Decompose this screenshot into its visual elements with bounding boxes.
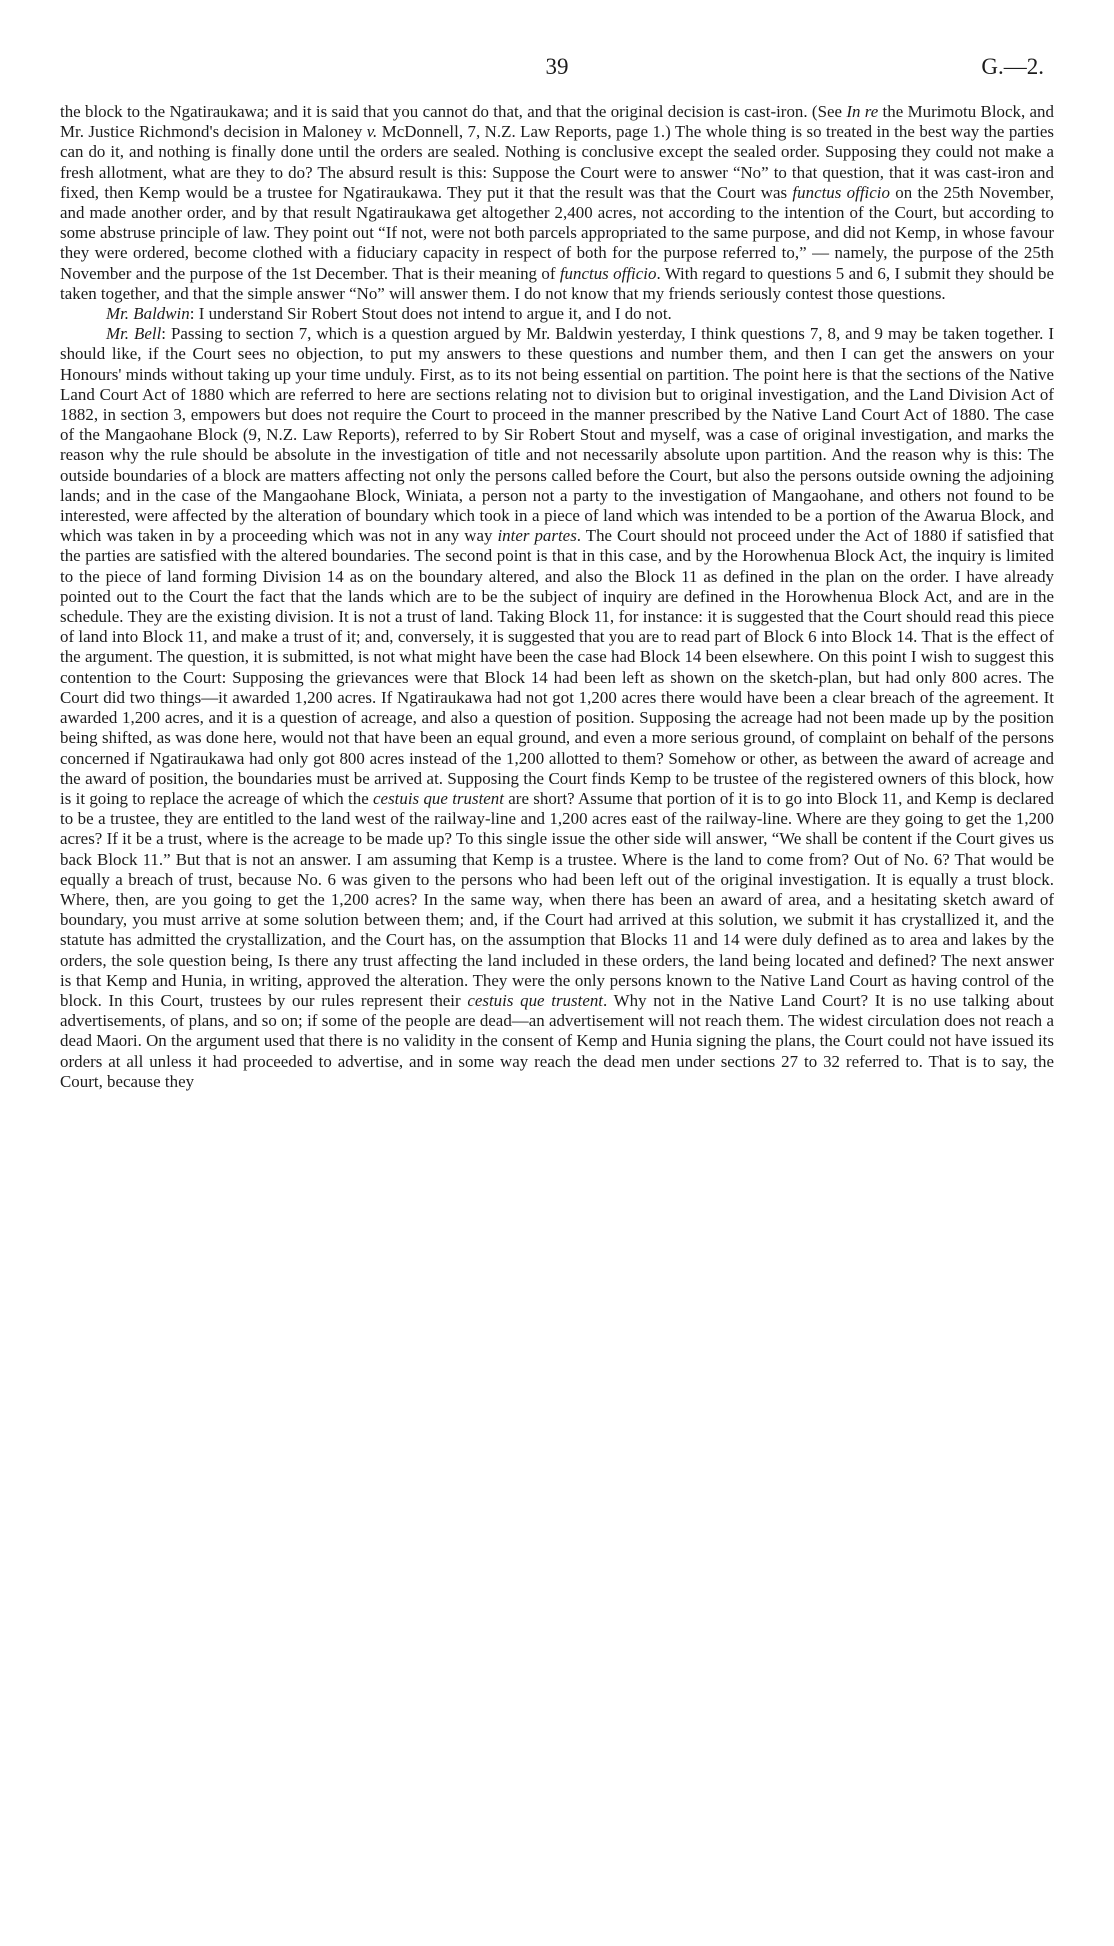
italic-text-run: cestuis que trustent (373, 788, 504, 808)
italic-text-run: v. (366, 122, 378, 142)
page-number: 39 (545, 54, 569, 79)
italic-text-run: functus officio (792, 182, 890, 202)
italic-text-run: inter partes (497, 526, 577, 546)
italic-text-run: cestuis que trustent (467, 990, 604, 1010)
italic-text-run: functus officio (559, 263, 657, 283)
italic-text-run: In re (846, 102, 879, 121)
paragraph-2 (60, 304, 1054, 324)
text-run: on the 25th November, and made another order, and by that result Ngatiraukawa get altogether 2,400 acres, not according to the intention of the Court, but according to some abstruse principle of law. They point out “If not, were not both parcels appropriated to the same purpose, and did not Kemp, in whose favour they were ordered, become clothed with a fiduciary capacity in respect of both for the purpose referred to,” — namely, the purpose of the 25th November and the purpose of the 1st December. That is their meaning of (60, 182, 1054, 283)
text-run: . Why not in the Native Land Court? It is no use talking about advertisements, of plans, and so on; if some of the people are dead—an advertisement will not reach them. The widest circulation does not reach a dead Maori. On the argument used that there is no validity in the consent of Kemp and Hunia signing the plans, the Court could not have issued its orders at all unless it had proceeded to advertise, and in some way reach the dead men under sections 27 to 32 referred to. That is to say, the Court, because they (60, 990, 1054, 1091)
text-run: : Passing to section 7, which is a question argued by Mr. Baldwin yesterday, I think questions 7, 8, and 9 may be taken together. I should like, if the Court sees no objection, to put my answers to these questions and number them, and then I can get the answers on your Honours' minds without taking up your time unduly. First, as to its not being essential on partition. The point here is that the sections of the Native Land Court Act of 1880 which are referred to here are sections relating not to division but to original investigation, and the Land Division Act of 1882, in section 3, empowers but does not require the Court to proceed in the manner prescribed by the Native Land Court Act of 1880. The case of the Mangaohane Block (9, N.Z. Law Reports), referred to by Sir Robert Stout and myself, was a case of original investigation, and marks the reason why the rule should be absolute in the investigation of title and not necessarily absolute upon partition. And the reason why is this: The outside boundaries of a block are matters affecting not only the persons called before the Court, but also the persons outside owning the adjoining lands; and in the case of the Mangaohane Block, Winiata, a person not a party to the investigation of Mangaohane, and others not found to be interested, were affected by the alteration of boundary which took in a piece of land which was intended to be a portion of the Awarua Block, and which was taken in by a proceeding which was not in any way (60, 324, 1054, 546)
paragraph-3 (60, 324, 1054, 1092)
text-run: . With regard to questions 5 and 6, I submit they should be taken together, and that the simple answer “No” will answer them. I do not know that my friends seriously contest those questions. (60, 263, 1054, 303)
italic-text-run: Mr. Baldwin (106, 304, 190, 324)
text-run: : I understand Sir Robert Stout does not intend to argue it, and I do not. (189, 304, 672, 324)
text-run: . The Court should not proceed under the Act of 1880 if satisfied that the parties are satisfied with the altered boundaries. The second point is that in this case, and by the Horowhenua Block Act, the inquiry is limited to the piece of land forming Division 14 as on the boundary altered, and also the Block 11 as defined in the plan on the order. I have already pointed out to the Court the fact that the lands which are to be the subject of inquiry are defined in the Horowhenua Block Act, and are in the schedule. They are the existing division. It is not a trust of land. Taking Block 11, for instance: it is suggested that the Court should read this piece of land into Block 11, and make a trust of it; and, conversely, it is suggested that you are to read part of Block 6 into Block 14. That is the effect of the argument. The question, it is submitted, is not what might have been the case had Block 14 been elsewhere. On this point I wish to suggest this contention to the Court: Supposing the grievances were that Block 14 had been left as shown on the sketch-plan, but had only 800 acres. The Court did two things—it awarded 1,200 acres. If Ngatiraukawa had not got 1,200 acres there would have been a clear breach of the agreement. It awarded 1,200 acres, and it is a question of acreage, and also a question of position. Supposing the acreage had not been made up by the position being shifted, as was done here, would not that have been an equal ground, and even a more serious ground, of complaint on behalf of the persons concerned if Ngatiraukawa had only got 800 acres instead of the 1,200 allotted to them? Somehow or other, as between the award of acreage and the award of position, the boundaries must be arrived at. Supposing the Court finds Kemp to be trustee of the registered owners of this block, how is it going to replace the acreage of which the (60, 526, 1055, 808)
text-run: the block to the Ngatiraukawa; and it is said that you cannot do that, and that the original decision is cast-iron. (See (60, 102, 847, 121)
text-run: the Murimotu Block, and Mr. Justice Richmond's decision in Maloney (60, 102, 1054, 142)
italic-text-run: Mr. Bell (106, 324, 162, 344)
text-run: McDonnell, 7, N.Z. Law Reports, page 1.) The whole thing is so treated in the best way the parties can do it, and nothing is finally done until the orders are sealed. Nothing is conclusive except the sealed order. Supposing they could not make a fresh allotment, what are they to do? The absurd result is this: Suppose the Court were to answer “No” to that question, that it was cast-iron and fixed, then Kemp would be a trustee for Ngatiraukawa. They put it that the result was that the Court was (60, 122, 1054, 202)
text-run: are short? Assume that portion of it is to go into Block 11, and Kemp is declared to be a trustee, they are entitled to the land west of the railway-line and 1,200 acres east of the railway-line. Where are they going to get the 1,200 acres? If it be a trust, where is the acreage to be made up? To this single issue the other side will answer, “We shall be content if the Court gives us back Block 11.” But that is not an answer. I am assuming that Kemp is a trustee. Where is the land to come from? Out of No. 6? That would be equally a breach of trust, because No. 6 was given to the persons who had been left out of the original investigation. It is equally a trust block. Where, then, are you going to get the 1,200 acres? In the same way, when there has been an award of area, and a hesitating sketch award of boundary, you must arrive at some solution between them; and, if the Court had arrived at this solution, we submit it has crystallized it, and the statute has admitted the crystallization, and the Court has, on the assumption that Blocks 11 and 14 were duly defined as to area and lakes by the orders, the sole question being, Is there any trust affecting the land included in these orders, the land being located and defined? The next answer is that Kemp and Hunia, in writing, approved the alteration. They were the only persons known to the Native Land Court as having control of the block. In this Court, trustees by our rules represent their (60, 788, 1055, 1010)
body-text (60, 102, 1054, 1092)
document-code: G.—2. (981, 54, 1044, 79)
page-header (60, 54, 1054, 94)
paragraph-1 (60, 102, 1054, 304)
